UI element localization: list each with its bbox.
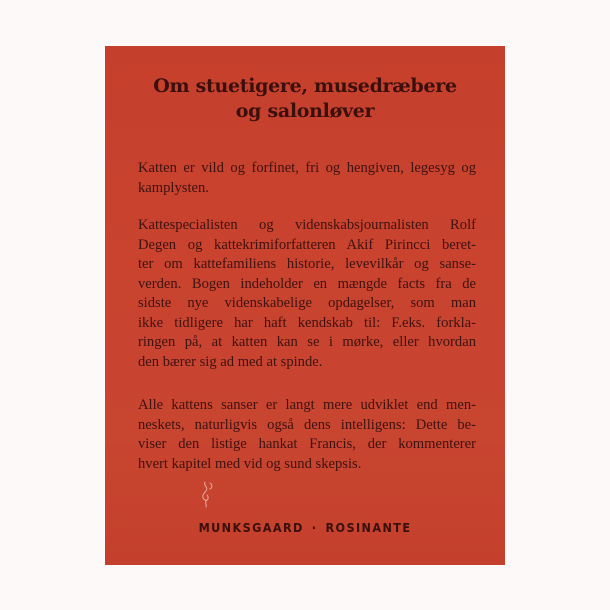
blurb-line: Degen og kattekrimiforfatteren Akif Pirincci beret- [138,236,476,253]
blurb-line: viser den listige hankat Francis, der kommenterer [138,436,476,452]
blurb-line: Kattespecialisten og videnskabsjournalisten Rolf [138,217,476,233]
blurb-line: sidste nye videnskabelige opdagelser, som man [138,295,476,311]
publisher-imprint [105,520,505,535]
blurb-line: Alle kattens sanser er langt mere udviklet end men- [138,397,476,413]
blurb-line: kamplysten. [138,179,209,196]
blurb-paragraph-2 [138,216,476,372]
blurb-line: verden. Bogen indeholder en mængde facts fra de [138,275,476,292]
blurb-line: hvert kapitel med vid og sund skepsis. [138,455,362,472]
blurb-line: ikke tidligere har haft kendskab til: F.eks. forkla- [138,314,476,331]
cover-title-line-1: Om stuetigere, musedræbere [153,75,457,97]
book-back-cover [105,46,505,565]
blurb-line: den bærer sig ad med at spinde. [138,353,323,370]
blurb-line: Katten er vild og forfinet, fri og hengiven, legesyg og [138,160,476,176]
blurb-paragraph-1 [138,159,476,198]
publisher-name-left: MUNKSGAARD [198,520,304,535]
cover-title-line-2: og salonløver [235,100,375,122]
blurb-line: ringen på, at katten kan se i mørke, eller hvordan [138,334,476,350]
blurb-line: ter om kattefamiliens historie, levevilkår og sanse- [138,256,476,272]
publisher-separator: · [311,520,318,535]
blurb-paragraph-3 [138,396,476,474]
pencil-mark-icon [197,480,219,508]
blurb-line: neskets, naturligvis også dens intelligens: Dette be- [138,416,476,433]
publisher-name-right: ROSINANTE [325,520,412,535]
cover-title [105,74,505,124]
